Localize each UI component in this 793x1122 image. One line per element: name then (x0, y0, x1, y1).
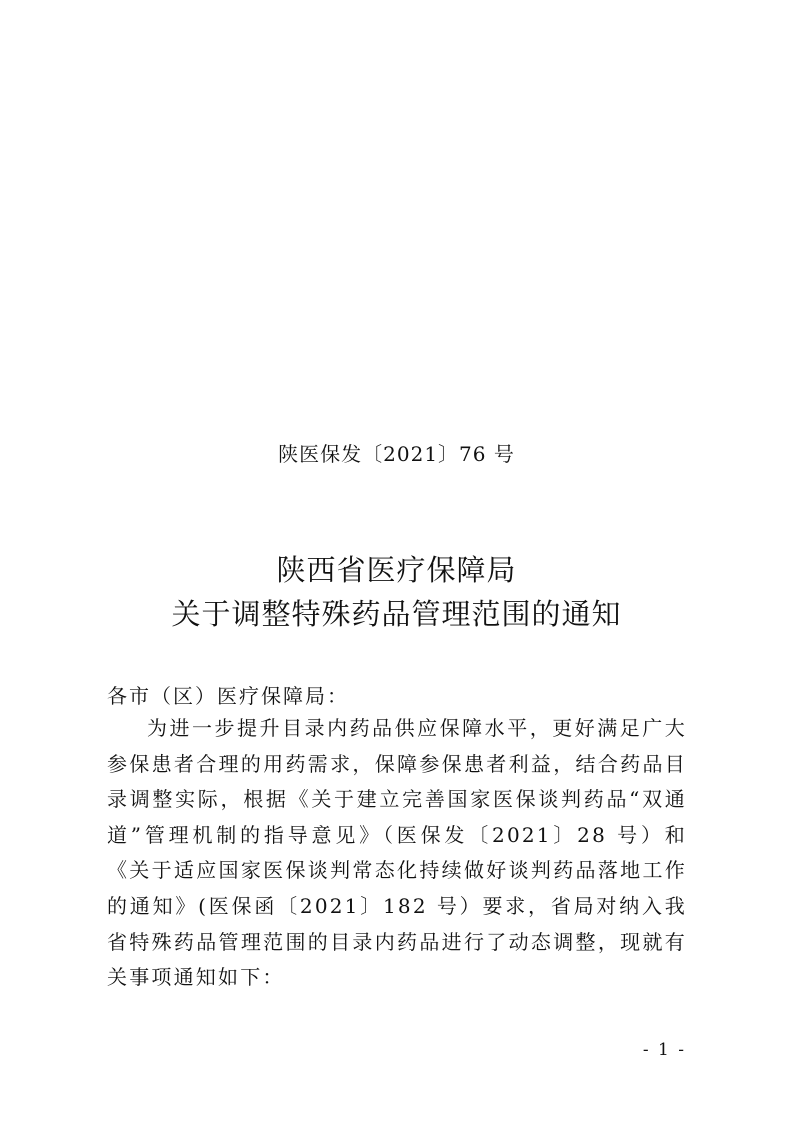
salutation: 各市（区）医疗保障局： (107, 684, 349, 708)
title-line-issuer: 陕西省医疗保障局 (276, 553, 517, 587)
body-paragraph: 为进一步提升目录内药品供应保障水平，更好满足广大参保患者合理的用药需求，保障参保患者利益，结合药品目录调整实际，根据《关于建立完善国家医保谈判药品“双通道”管理机制的指导意见》（医保发〔2021〕28 号）和《关于适应国家医保谈判常态化持续做好谈判药品落地工作的通知》(医保函〔2021〕182 号）要求，省局对纳入我省特殊药品管理范围的目录内药品进行了动态调整，现就有关事项通知如下： (107, 716, 687, 990)
title-line-subject: 关于调整特殊药品管理范围的通知 (171, 597, 622, 631)
document-title (0, 548, 793, 636)
document-number: 陕医保发〔2021〕76 号 (278, 442, 515, 466)
page-number: - 1 - (642, 1040, 686, 1060)
